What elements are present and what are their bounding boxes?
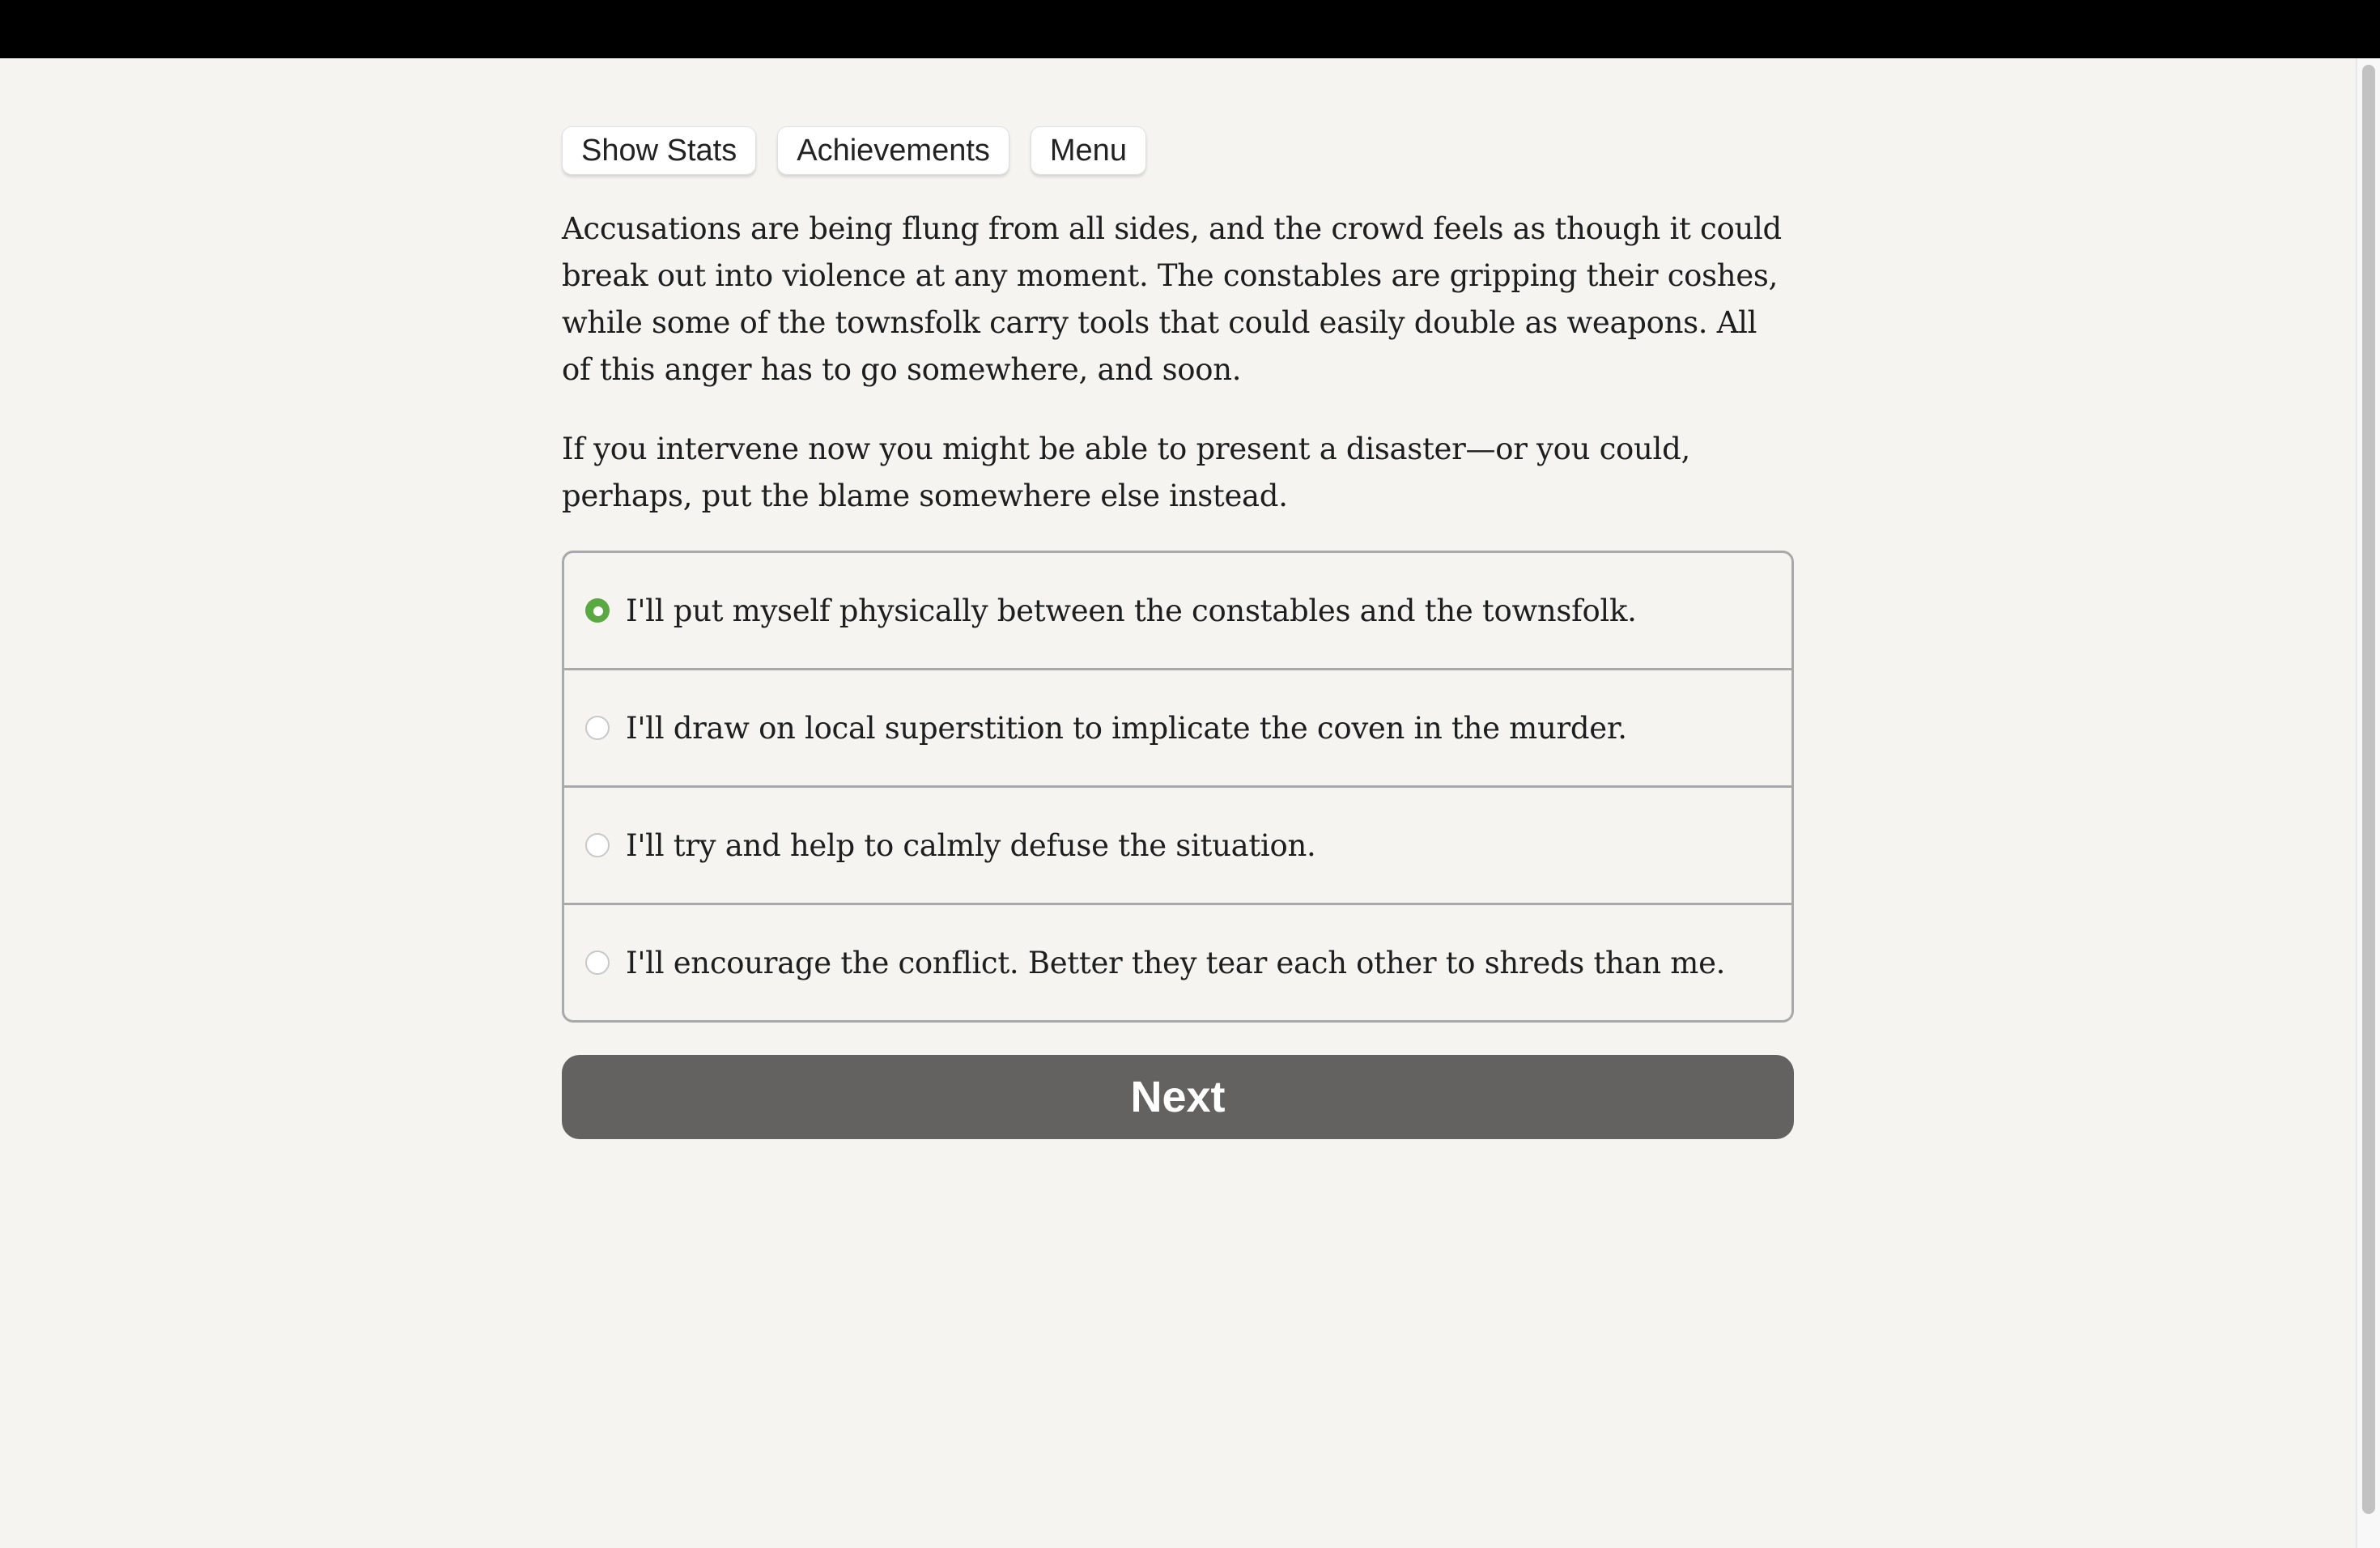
choice-list — [562, 551, 1794, 1023]
radio-unselected-icon[interactable] — [585, 716, 610, 740]
radio-unselected-icon[interactable] — [585, 833, 610, 857]
achievements-button[interactable]: Achievements — [777, 126, 1009, 175]
scrollbar-thumb[interactable] — [2362, 65, 2375, 1514]
radio-unselected-icon[interactable] — [585, 950, 610, 975]
choice-option-2[interactable] — [564, 668, 1791, 785]
toolbar — [562, 126, 1794, 175]
choice-label: I'll draw on local superstition to implicate the coven in the murder. — [626, 710, 1627, 746]
next-button[interactable]: Next — [562, 1055, 1794, 1139]
choice-label: I'll put myself physically between the constables and the townsfolk. — [626, 593, 1637, 628]
story-paragraph: Accusations are being flung from all sides, and the crowd feels as though it could break out into violence at any moment. The constables are gripping their coshes, while some of the townsfolk carry tools that could easily double as weapons. All of this anger has to go somewhere, and soon. — [562, 211, 1782, 387]
window-top-bar — [0, 0, 2380, 58]
choice-label: I'll encourage the conflict. Better they tear each other to shreds than me. — [626, 945, 1726, 980]
story-paragraph: If you intervene now you might be able to present a disaster—or you could, perhaps, put the blame somewhere else instead. — [562, 432, 1690, 513]
choice-option-3[interactable] — [564, 785, 1791, 903]
choice-label: I'll try and help to calmly defuse the situation. — [626, 827, 1316, 863]
choice-option-4[interactable] — [564, 903, 1791, 1020]
game-content — [562, 126, 1794, 1139]
radio-selected-icon[interactable] — [585, 598, 610, 623]
menu-button[interactable]: Menu — [1031, 126, 1146, 175]
show-stats-button[interactable]: Show Stats — [562, 126, 756, 175]
vertical-scrollbar[interactable] — [2356, 58, 2380, 1548]
choice-option-1[interactable] — [564, 553, 1791, 668]
